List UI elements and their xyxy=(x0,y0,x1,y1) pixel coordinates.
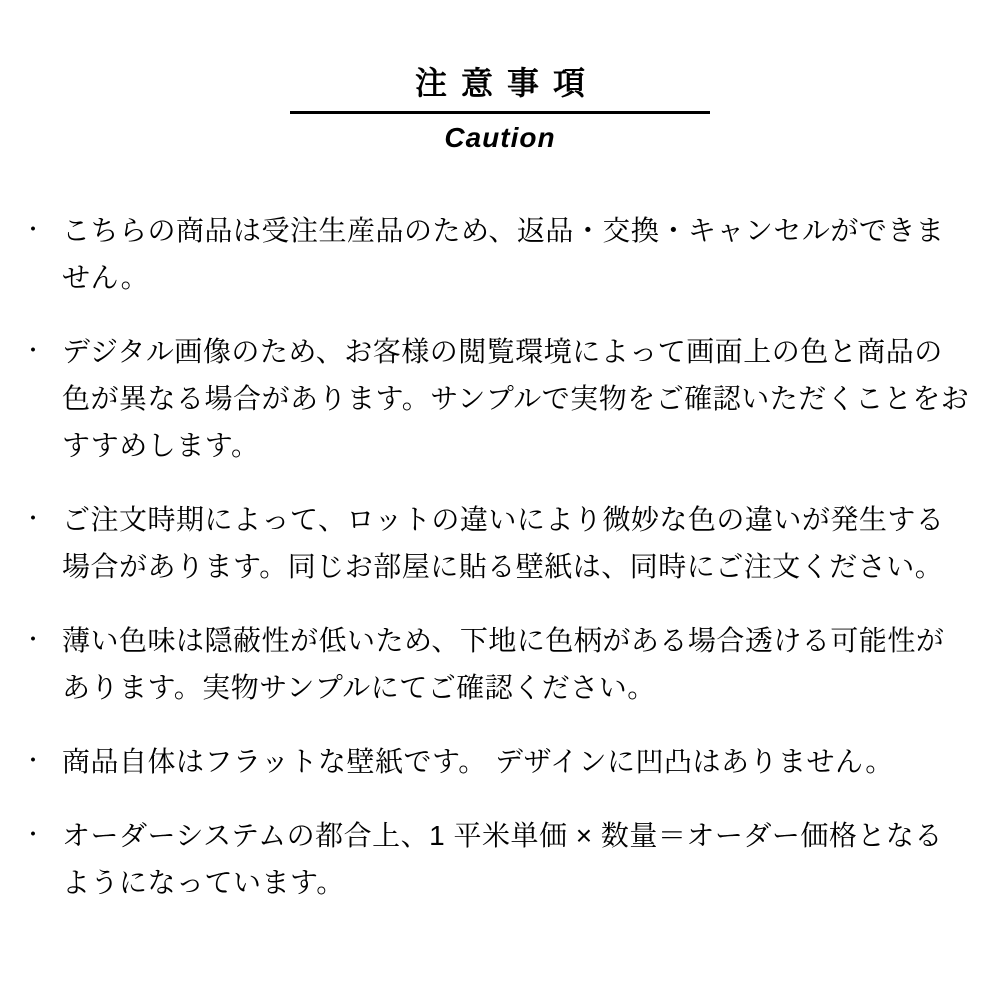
bullet-icon: ・ xyxy=(22,216,45,242)
note-text: こちらの商品は受注生産品のため、返品・交換・キャンセルができません。 xyxy=(62,214,945,294)
list-item xyxy=(16,328,970,469)
list-item xyxy=(16,617,970,711)
bullet-icon: ・ xyxy=(22,748,45,774)
page-subtitle: Caution xyxy=(444,122,556,154)
title-underline xyxy=(290,111,710,114)
list-item xyxy=(16,207,970,301)
note-text: 商品自体はフラットな壁紙です。 デザインに凹凸はありません。 xyxy=(62,746,894,778)
list-item xyxy=(16,812,970,906)
bullet-icon: ・ xyxy=(22,627,45,653)
note-text: ご注文時期によって、ロットの違いにより微妙な色の違いが発生する場合があります。同じお部屋に貼る壁紙は、同時にご注文ください。 xyxy=(62,504,945,583)
page-title: 注意事項 xyxy=(414,65,599,101)
list-item xyxy=(16,496,970,590)
list-item xyxy=(16,738,970,785)
bullet-icon: ・ xyxy=(22,338,45,364)
bullet-icon: ・ xyxy=(22,822,45,848)
caution-notes-list xyxy=(0,207,1000,906)
page-header xyxy=(0,0,1000,155)
bullet-icon: ・ xyxy=(22,506,45,532)
note-text: デジタル画像のため、お客様の閲覧環境によって画面上の色と商品の色が異なる場合があります。サンプルで実物をご確認いただくことをおすすめします。 xyxy=(62,336,970,462)
note-text: 薄い色味は隠蔽性が低いため、下地に色柄がある場合透ける可能性があります。実物サンプルにてご確認ください。 xyxy=(62,625,945,704)
note-text: オーダーシステムの都合上、1 平米単価 × 数量＝オーダー価格となるようになっています。 xyxy=(62,820,943,899)
